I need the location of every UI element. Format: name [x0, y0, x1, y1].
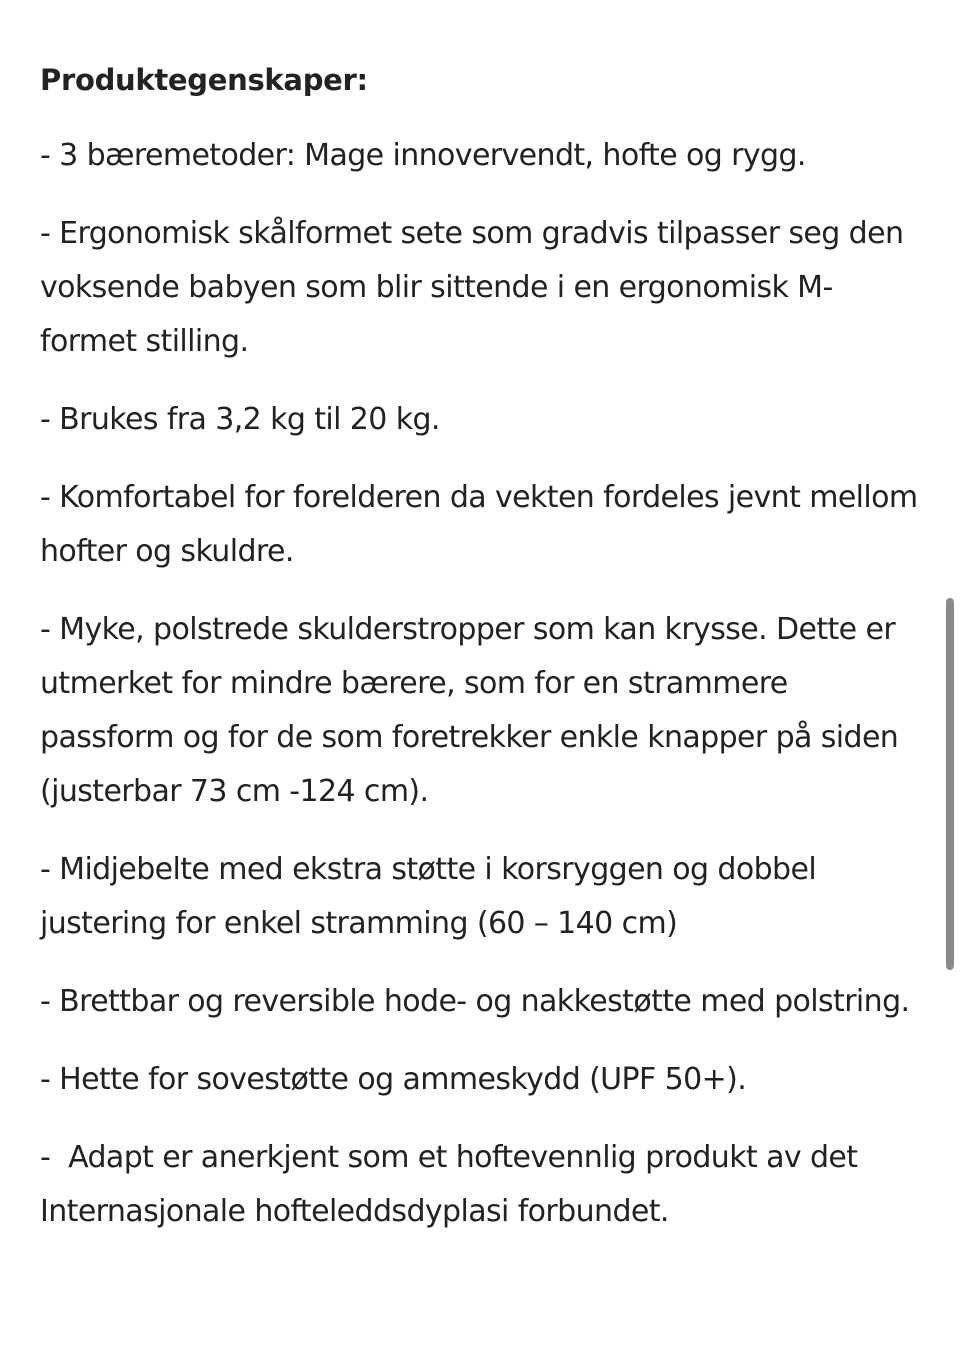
feature-item: - Midjebelte med ekstra støtte i korsryggen og dobbel justering for enkel stramming (60 – 140 cm)	[40, 852, 826, 941]
feature-item: - Hette for sovestøtte og ammeskydd (UPF 50+).	[40, 1062, 747, 1097]
section-heading: Produktegenskaper:	[40, 63, 368, 97]
feature-item: - Brettbar og reversible hode- og nakkestøtte med polstring.	[40, 984, 910, 1019]
feature-item: - Ergonomisk skålformet sete som gradvis tilpasser seg den voksende babyen som blir sittende i en ergonomisk M-formet stilling.	[40, 216, 913, 359]
scrollbar-thumb[interactable]	[946, 598, 954, 970]
feature-item: - Komfortabel for forelderen da vekten fordeles jevnt mellom hofter og skuldre.	[40, 480, 927, 569]
feature-item: - 3 bæremetoder: Mage innovervendt, hofte og rygg.	[40, 138, 806, 173]
product-description	[40, 58, 927, 1263]
feature-item: - Adapt er anerkjent som et hoftevennlig produkt av det Internasjonale hofteleddsdyplasi forbundet.	[40, 1140, 867, 1229]
feature-item: - Brukes fra 3,2 kg til 20 kg.	[40, 402, 440, 437]
feature-item: - Myke, polstrede skulderstropper som kan krysse. Dette er utmerket for mindre bærere, som for en strammere passform og for de som foretrekker enkle knapper på siden (justerbar 73 cm -124 cm).	[40, 612, 908, 809]
